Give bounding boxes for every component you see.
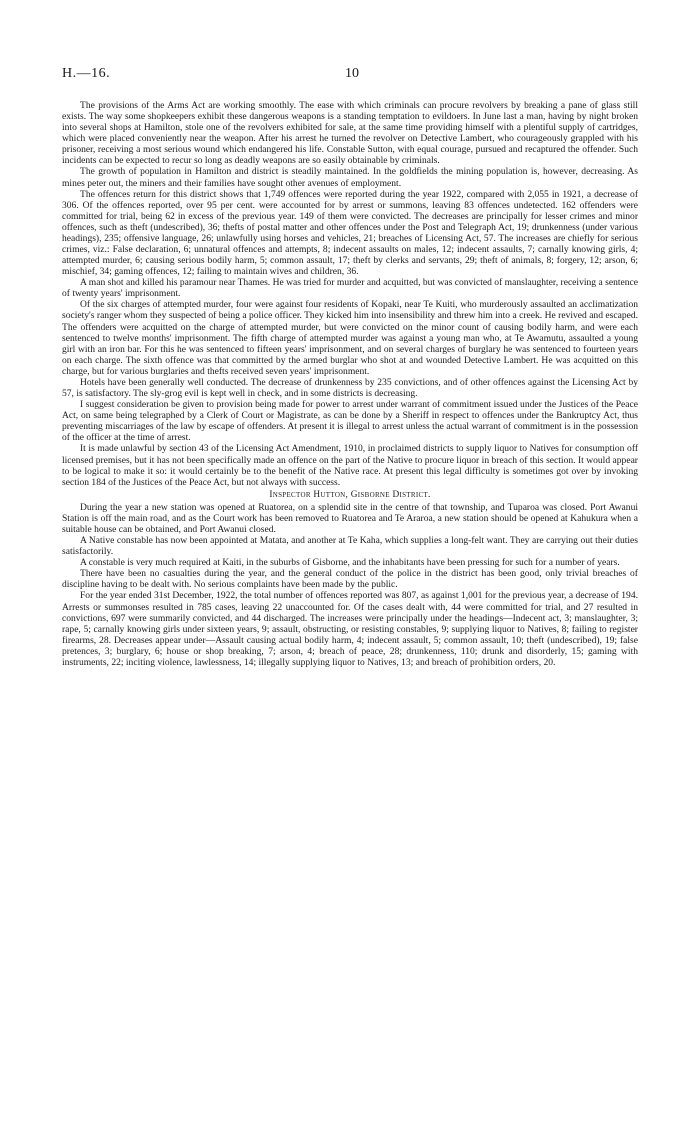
paragraph: It is made unlawful by section 43 of the Licensing Act Amendment, 1910, in proclaimed districts to supply liquor to Natives for consumption off licensed premises, but it has not been specifically made an offence on the part of the Native to procure liquor in breach of this section. It would appear to be logical to make it so: it would certainly be to the benefit of the Native race. At present this legal difficulty is sometimes got over by invoking section 184 of the Justices of the Peace Act, but not always with success. [62,443,638,488]
paragraph: A man shot and killed his paramour near Thames. He was tried for murder and acquitted, but was convicted of manslaughter, receiving a sentence of twenty years' imprisonment. [62,277,638,300]
page-number: 10 [345,66,359,81]
document-reference: H.—16. [62,66,111,81]
paragraph: Of the six charges of attempted murder, four were against four residents of Kopaki, near Te Kuiti, who murderously assaulted an acclimatization society's ranger whom they suspected of being a police officer. They kicked him into insensibility and threw him into a creek. He revived and escaped. The offenders were acquitted on the charge of attempted murder, but were convicted on the minor count of causing bodily harm, and were each sentenced to twelve months' imprisonment. The fifth charge of attempted murder was against a young man who, at Te Awamutu, assaulted a young girl with an iron bar. For this he was sentenced to fifteen years' imprisonment, and on several charges of burglary he was sentenced to fourteen years on each charge. The sixth offence was that committed by the armed burglar who shot at and wounded Detective Lambert. He was acquitted on this charge, but for various burglaries and thefts received seven years' imprisonment. [62,299,638,377]
page-header [62,66,638,86]
paragraph: The growth of population in Hamilton and district is steadily maintained. In the goldfields the mining population is, however, decreasing. As mines peter out, the miners and their families have sought other avenues of employment. [62,166,638,189]
section-heading: Inspector Hutton, Gisborne District. [269,489,431,500]
paragraph: A Native constable has now been appointed at Matata, and another at Te Kaha, which supplies a long-felt want. They are carrying out their duties satisfactorily. [62,535,638,558]
body-text [62,100,638,668]
paragraph: During the year a new station was opened at Ruatorea, on a splendid site in the centre of that township, and Tuparoa was closed. Port Awanui Station is off the main road, and as the Court work has been removed to Ruatorea and Te Araroa, a new station should be opened at Kahukura when a suitable house can be obtained, and Port Awanui closed. [62,501,638,535]
paragraph: For the year ended 31st December, 1922, the total number of offences reported was 807, as against 1,001 for the previous year, a decrease of 194. Arrests or summonses resulted in 785 cases, leaving 22 unaccounted for. Of the cases dealt with, 44 were committed for trial, and 27 resulted in convictions, 697 were summarily convicted, and 44 discharged. The increases were principally under the headings—Indecent act, 3; manslaughter, 3; rape, 5; carnally knowing girls under sixteen years, 9; assault, obstructing, or resisting constables, 9; supplying liquor to Natives, 8; failing to register firearms, 28. Decreases appear under—Assault causing actual bodily harm, 4; indecent assault, 5; common assault, 10; theft (undescribed), 19; false pretences, 3; burglary, 6; house or shop breaking, 7; arson, 4; breach of peace, 28; drunkenness, 110; drunk and disorderly, 15; gaming with instruments, 22; inciting violence, lawlessness, 14; illegally supplying liquor to Natives, 13; and breach of prohibition orders, 20. [62,590,638,668]
paragraph: A constable is very much required at Kaiti, in the suburbs of Gisborne, and the inhabitants have been pressing for such for a number of years. [80,557,620,569]
paragraph: Hotels have been generally well conducted. The decrease of drunkenness by 235 convictions, and of other offences against the Licensing Act by 57, is satisfactory. The sly-grog evil is kept well in check, and in some districts is decreasing. [62,376,638,400]
paragraph: There have been no casualties during the year, and the general conduct of the police in the district has been good, only trivial breaches of discipline having to be dealt with. No serious complaints have been made by the public. [62,568,638,591]
paragraph: The offences return for this district shows that 1,749 offences were reported during the year 1922, compared with 2,055 in 1921, a decrease of 306. Of the offences reported, over 95 per cent. were accounted for by arrest or summons, leaving 83 offences undetected. 162 offenders were committed for trial, being 62 in excess of the previous year. 149 of them were convicted. The decreases are principally for lesser crimes and minor offences, such as theft (undescribed), 36; thefts of postal matter and other offences under the Post and Telegraph Act, 19; drunkenness (under various headings), 235; offensive language, 26; unlawfully using horses and vehicles, 21; breaches of Licensing Act, 57. The increases are chiefly for serious crimes, viz.: False declaration, 6; unnatural offences and attempts, 8; indecent assaults on males, 12; indecent assaults, 7; carnally knowing girls, 4; attempted murder, 6; causing serious bodily harm, 5; common assault, 17; theft by clerks and servants, 29; theft of animals, 8; forgery, 12; arson, 6; mischief, 34; gaming offences, 12; failing to maintain wives and children, 36. [62,188,638,278]
paragraph: I suggest consideration be given to provision being made for power to arrest under warrant of commitment issued under the Justices of the Peace Act, on same being telegraphed by a Clerk of Court or Magistrate, as can be done by a Sheriff in respect to offences under the Bankruptcy Act, thus preventing miscarriages of the law by escape of offenders. At present it is illegal to arrest unless the actual warrant of commitment is in the possession of the officer at the time of arrest. [62,399,638,444]
paragraph: The provisions of the Arms Act are working smoothly. The ease with which criminals can procure revolvers by breaking a pane of glass still exists. The way some shopkeepers exhibit these dangerous weapons is a standing temptation to evildoers. In June last a man, having by night broken into several shops at Hamilton, stole one of the revolvers exhibited for sale, at the same time providing himself with a plentiful supply of cartridges, which were placed conveniently near the weapon. After his arrest he turned the revolver on Detective Lambert, who courageously grappled with his prisoner, receiving a most serious wound which endangered his life. Constable Sutton, with equal courage, pursued and recaptured the offender. Such incidents can be expected to recur so long as deadly weapons are so easily obtainable by criminals. [62,100,638,167]
